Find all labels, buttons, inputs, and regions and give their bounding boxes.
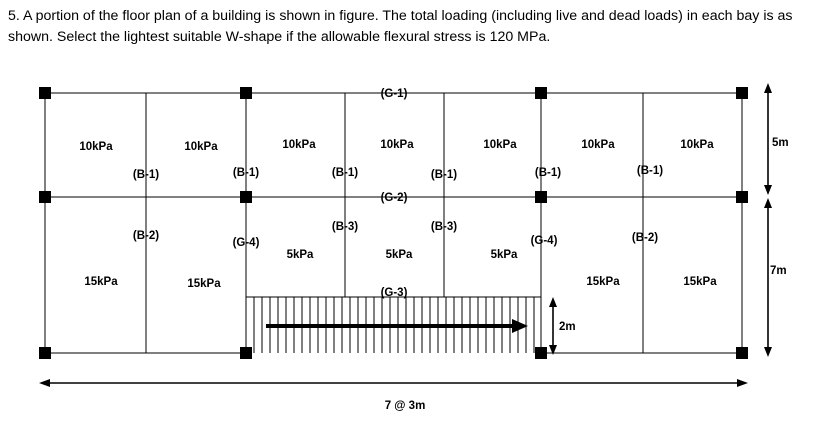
load-label: 5kPa <box>385 249 413 261</box>
member-label-g4: (G-4) <box>232 237 260 249</box>
dimension-overall <box>39 379 748 387</box>
member-label-b2: (B-2) <box>631 232 659 244</box>
member-label-b2: (B-2) <box>132 230 160 242</box>
load-label: 15kPa <box>84 276 118 288</box>
dimension-label-bottom: 7m <box>770 265 787 277</box>
grid-lines <box>45 93 742 353</box>
member-label-g4: (G-4) <box>530 235 558 247</box>
member-label-b1: (B-1) <box>636 165 664 177</box>
load-label: 10kPa <box>680 139 714 151</box>
dimension-bottom-span <box>764 198 772 357</box>
member-label-b1: (B-1) <box>232 167 260 179</box>
member-label-b1: (B-1) <box>430 169 458 181</box>
load-label: 5kPa <box>490 249 518 261</box>
load-label: 10kPa <box>380 139 414 151</box>
load-label: 5kPa <box>286 249 314 261</box>
load-label: 10kPa <box>79 141 113 153</box>
load-label: 15kPa <box>187 278 221 290</box>
dimension-label-top: 5m <box>772 137 789 149</box>
member-label-g3: (G-3) <box>380 287 408 299</box>
member-label-g1: (G-1) <box>380 88 408 100</box>
dimension-label-overall: 7 @ 3m <box>384 400 426 412</box>
stair-arrow <box>266 319 528 333</box>
load-label: 10kPa <box>184 141 218 153</box>
load-label: 10kPa <box>581 139 615 151</box>
dimension-label-stair: 2m <box>559 321 576 333</box>
member-label-b3: (B-3) <box>331 221 359 233</box>
dimension-top-span <box>764 83 772 195</box>
load-label: 15kPa <box>586 276 620 288</box>
dimension-stair <box>549 297 557 355</box>
load-label: 10kPa <box>282 139 316 151</box>
member-label-b1: (B-1) <box>534 167 562 179</box>
member-label-g2: (G-2) <box>380 192 408 204</box>
member-label-b1: (B-1) <box>132 169 160 181</box>
columns <box>39 87 748 359</box>
member-label-b3: (B-3) <box>430 221 458 233</box>
load-label: 10kPa <box>483 139 517 151</box>
problem-statement: 5. A portion of the floor plan of a building is shown in figure. The total loading (including live and dead loads) in each bay is as shown. Select the lightest suitable W-shape if the allowable flexural stress is 120 MPa. <box>8 8 793 45</box>
load-label: 15kPa <box>683 276 717 288</box>
member-label-b1: (B-1) <box>331 167 359 179</box>
